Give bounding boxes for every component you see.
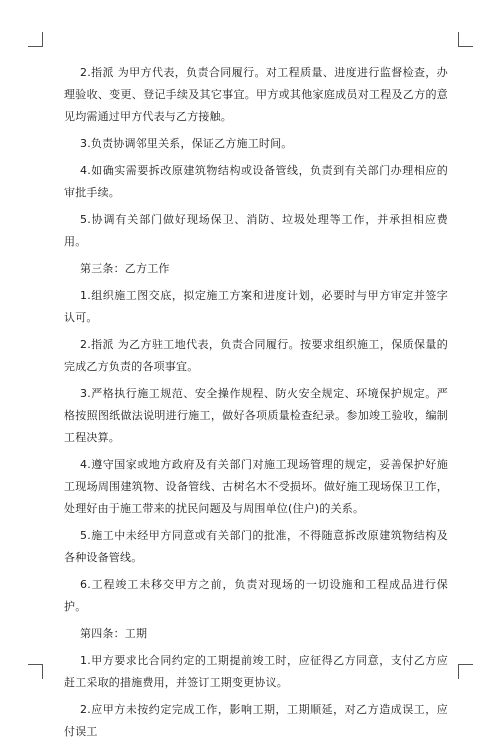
paragraph-no-unauthorized-changes: 5.施工中未经甲方同意或有关部门的批准，不得随意拆改原建筑物结构及各种设备管线。 — [64, 529, 448, 564]
paragraph-safety-regulations: 3.严格执行施工规范、安全操作规程、防火安全规定、环境保护规定。严格按照图纸做法说明进行施工，做好各项质量检查纪录。参加竣工验收，编制工程决算。 — [64, 387, 448, 444]
paragraph-site-protection: 6.工程竣工未移交甲方之前，负责对现场的一切设施和工程成品进行保护。 — [64, 578, 448, 613]
section-heading-article-3: 第三条：乙方工作 — [80, 262, 170, 275]
paragraph-party-b-representative: 2.指派 为乙方驻工地代表，负责合同履行。按要求组织施工，保质保量的完成乙方负责的各项事宜。 — [64, 338, 448, 373]
paragraph-construction-plan: 1.组织施工图交底，拟定施工方案和进度计划，必要时与甲方审定并签字认可。 — [64, 289, 448, 324]
paragraph-neighbor-coordination: 3.负责协调邻里关系，保证乙方施工时间。 — [80, 137, 293, 150]
section-heading-article-4: 第四条：工期 — [80, 627, 148, 640]
paragraph-delay-compensation: 2.应甲方未按约定完成工作，影响工期，工期顺延，对乙方造成误工，应付误工 — [64, 703, 448, 738]
crop-mark-bottom-left — [28, 664, 43, 679]
paragraph-party-a-representative: 2.指派 为甲方代表，负责合同履行。对工程质量、进度进行监督检查，办理验收、变更、登记手续及其它事宜。甲方或其他家庭成员对工程及乙方的意见均需通过甲方代表与乙方接触。 — [64, 66, 448, 123]
paragraph-early-completion: 1.甲方要求比合同约定的工期提前竣工时，应征得乙方同意，支付乙方应赶工采取的措施费用，并签订工期变更协议。 — [64, 654, 448, 689]
crop-mark-top-right — [458, 32, 473, 47]
document-body — [64, 62, 448, 743]
crop-mark-bottom-right — [458, 664, 473, 679]
paragraph-site-management: 4.遵守国家或地方政府及有关部门对施工现场管理的规定，妥善保护好施工现场周围建筑物、设备管线、古树名木不受损坏。做好施工现场保卫工作，处理好由于施工带来的扰民问题及与周围单位(住户)的关系。 — [64, 458, 448, 515]
paragraph-structure-approval: 4.如确实需要拆改原建筑物结构或设备管线，负责到有关部门办理相应的审批手续。 — [64, 164, 448, 199]
paragraph-site-security: 5.协调有关部门做好现场保卫、消防、垃圾处理等工作，并承担相应费用。 — [64, 213, 448, 248]
crop-mark-top-left — [28, 32, 43, 47]
